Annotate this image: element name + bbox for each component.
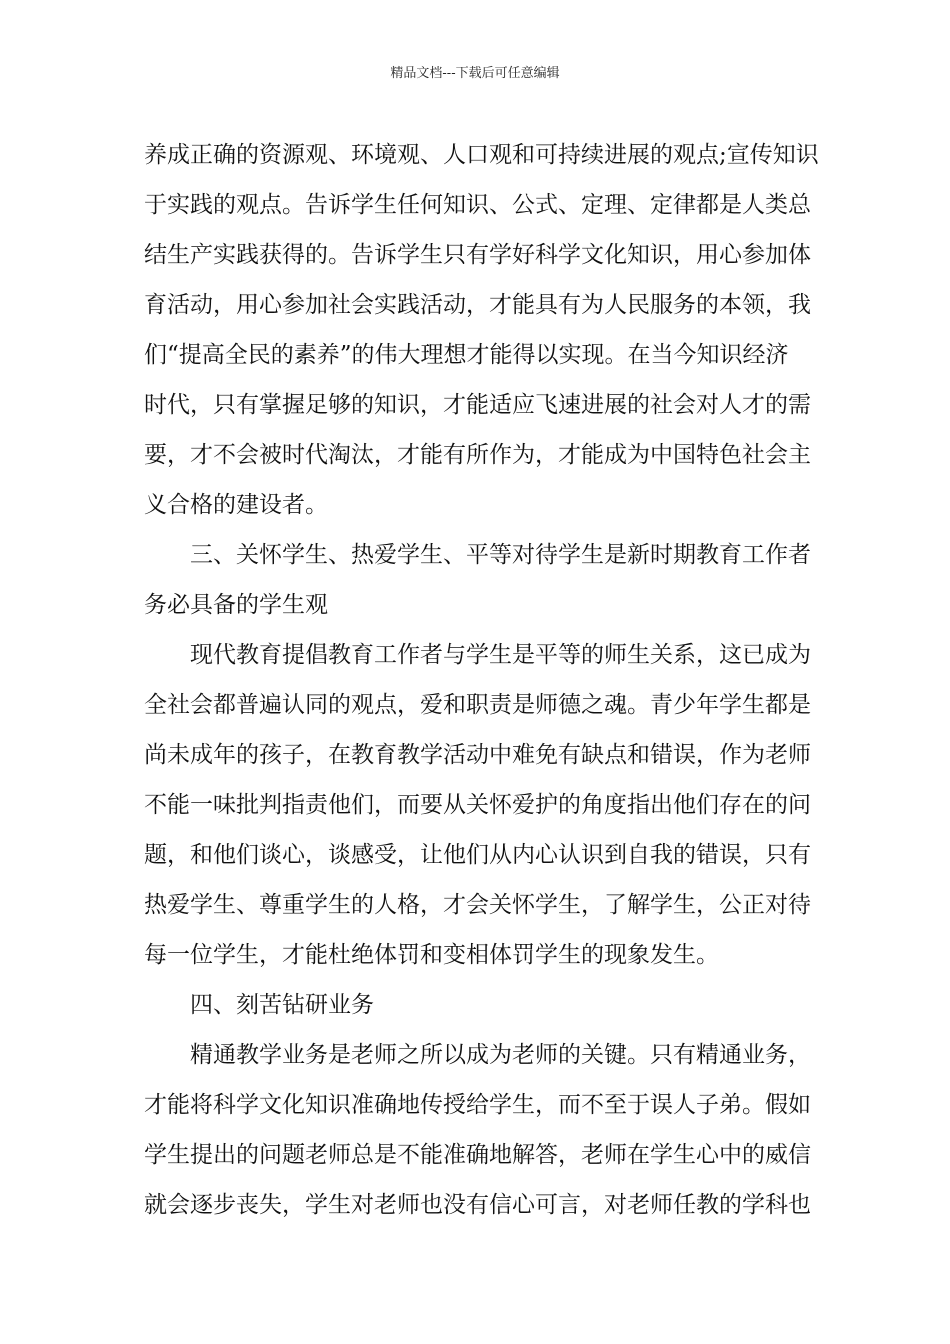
text-line: 才能将科学文化知识准确地传授给学生，而不至于误人子弟。假如: [144, 1092, 811, 1118]
text-line: 尚未成年的孩子，在教育教学活动中难免有缺点和错误，作为老师: [144, 742, 811, 768]
text-line: 现代教育提倡教育工作者与学生是平等的师生关系，这已成为: [144, 642, 811, 668]
text-line: 不能一味批判指责他们，而要从关怀爱护的角度指出他们存在的问: [144, 792, 811, 818]
text-line: 结生产实践获得的。告诉学生只有学好科学文化知识，用心参加体: [144, 242, 811, 268]
text-line: 题，和他们谈心，谈感受，让他们从内心认识到自我的错误，只有: [144, 842, 811, 868]
document-body: [144, 130, 819, 1230]
text-line: 精通教学业务是老师之所以成为老师的关键。只有精通业务，: [144, 1042, 811, 1068]
section-heading-line: 三、关怀学生、热爱学生、平等对待学生是新时期教育工作者: [144, 542, 811, 568]
section-heading-line: 务必具备的学生观: [144, 592, 328, 618]
text-line: 育活动，用心参加社会实践活动，才能具有为人民服务的本领，我: [144, 292, 811, 318]
text-line: 每一位学生，才能杜绝体罚和变相体罚学生的现象发生。: [144, 942, 719, 968]
section-heading-line: 四、刻苦钻研业务: [144, 992, 374, 1018]
page-header: 精品文档---下载后可任意编辑: [390, 66, 560, 81]
text-line: 时代，只有掌握足够的知识，才能适应飞速进展的社会对人才的需: [144, 392, 811, 418]
text-line: 于实践的观点。告诉学生任何知识、公式、定理、定律都是人类总: [144, 192, 811, 218]
text-line: 热爱学生、尊重学生的人格，才会关怀学生，了解学生，公正对待: [144, 892, 811, 918]
text-line: 养成正确的资源观、环境观、人口观和可持续进展的观点;宣传知识: [144, 142, 819, 168]
text-line: 要，才不会被时代淘汰，才能有所作为，才能成为中国特色社会主: [144, 442, 811, 468]
text-line: 义合格的建设者。: [144, 492, 328, 518]
text-line: 全社会都普遍认同的观点，爱和职责是师德之魂。青少年学生都是: [144, 692, 811, 718]
text-line: 就会逐步丧失，学生对老师也没有信心可言，对老师任教的学科也: [144, 1192, 811, 1218]
text-line: 们“提高全民的素养”的伟大理想才能得以实现。在当今知识经济: [144, 342, 789, 368]
text-line: 学生提出的问题老师总是不能准确地解答，老师在学生心中的威信: [144, 1142, 811, 1168]
